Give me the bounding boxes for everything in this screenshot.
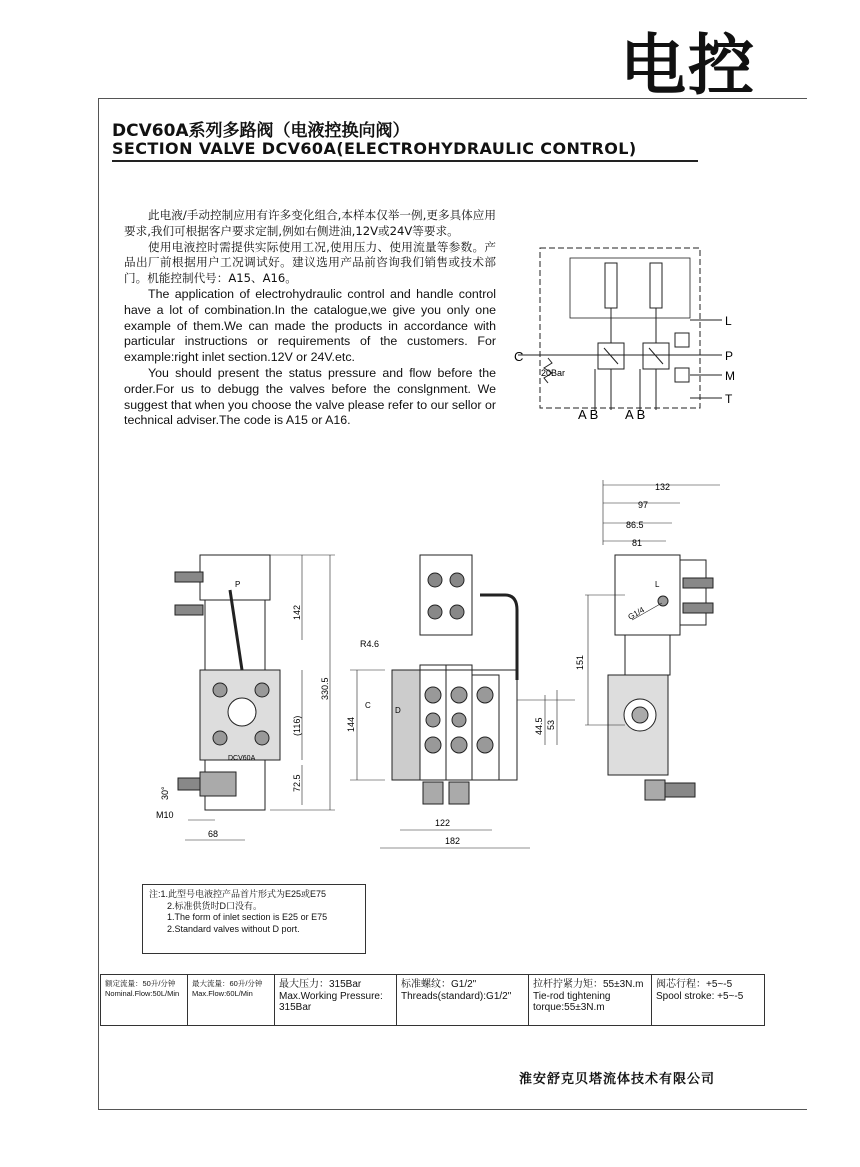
hydraulic-schematic bbox=[510, 238, 750, 424]
schematic-pressure: 20Bar bbox=[541, 368, 566, 378]
dim-m10: M10 bbox=[156, 810, 174, 820]
note-line-2: 2.标准供货时D口没有。 bbox=[167, 900, 263, 911]
dim-330-5: 330.5 bbox=[320, 677, 330, 700]
schematic-port-l: L bbox=[725, 314, 732, 328]
spec-cell-spool-stroke bbox=[652, 975, 764, 1025]
title-zh: DCV60A系列多路阀（电液控换向阀） bbox=[112, 121, 410, 141]
dim-122: 122 bbox=[435, 818, 451, 828]
dim-116: (116) bbox=[292, 715, 302, 736]
schematic-ab-left: A B bbox=[578, 407, 599, 422]
desc-en-1: The application of electrohydraulic control and handle control have a lot of combination.In the catalogue,we give you only one example of them.We can made the products in accordance with particular instructions or requirements of the customers. For example:right inlet section.12V or 24V.etc. bbox=[124, 286, 496, 365]
notes-box bbox=[142, 884, 366, 954]
side-label-l: L bbox=[655, 580, 660, 589]
spec-table bbox=[100, 974, 765, 1026]
schematic-port-t: T bbox=[725, 392, 733, 406]
dim-81: 81 bbox=[632, 538, 643, 548]
schematic-ab-right: A B bbox=[625, 407, 646, 422]
side-view-drawing bbox=[570, 475, 745, 815]
schematic-port-p: P bbox=[725, 349, 734, 363]
spec-en: Tie-rod tightening torque:55±3N.m bbox=[533, 990, 611, 1013]
dim-68: 68 bbox=[208, 829, 219, 839]
dim-182: 182 bbox=[445, 836, 461, 846]
spec-cell-max-pressure bbox=[275, 975, 397, 1025]
spec-zh: 阀芯行程：+5~-5 bbox=[656, 979, 733, 990]
corner-title: 电控 bbox=[620, 27, 756, 104]
title-en: SECTION VALVE DCV60A(ELECTROHYDRAULIC CONTROL) bbox=[112, 139, 637, 158]
spec-en: Nominal.Flow:50L/Min bbox=[105, 989, 180, 998]
schematic-port-c: C bbox=[514, 349, 524, 364]
note-line-3: 1.The form of inlet section is E25 or E75 bbox=[167, 912, 328, 922]
spec-cell-nominal-flow bbox=[101, 975, 188, 1025]
dim-151: 151 bbox=[575, 654, 585, 670]
note-line-1: 注:1.此型号电液控产品首片形式为E25或E75 bbox=[149, 889, 327, 899]
dim-30deg: 30° bbox=[160, 786, 170, 800]
spec-en: Max.Flow:60L/Min bbox=[192, 989, 253, 998]
spec-cell-tie-rod bbox=[529, 975, 652, 1025]
dim-44-5: 44.5 bbox=[534, 717, 544, 735]
desc-en-2: You should present the status pressure and flow before the order.For us to debugg the valves before the conslgnment. We suggest that when you choose the valve please refer to our sellor or technical adviser.The code is A15 or A16. bbox=[124, 365, 496, 428]
dim-r4-6: R4.6 bbox=[360, 639, 380, 649]
schematic-port-m: M bbox=[725, 369, 735, 383]
front-label-d: D bbox=[395, 706, 401, 715]
spec-zh: 最大流量：60升/分钟 bbox=[192, 979, 263, 988]
title-rule bbox=[112, 160, 698, 162]
dim-132: 132 bbox=[655, 482, 671, 492]
spec-zh: 额定流量：50升/分钟 bbox=[105, 979, 176, 988]
spec-cell-threads bbox=[397, 975, 529, 1025]
dim-142: 142 bbox=[292, 604, 302, 620]
left-view-drawing bbox=[150, 540, 340, 850]
dim-72-5: 72.5 bbox=[292, 774, 302, 792]
spec-cell-max-flow bbox=[188, 975, 275, 1025]
left-label-p: P bbox=[235, 580, 241, 589]
spec-en: Spool stroke: +5~-5 bbox=[656, 990, 744, 1002]
spec-en: Threads(standard):G1/2" bbox=[401, 990, 512, 1002]
dim-g1-4: G1/4 bbox=[626, 605, 647, 622]
spec-zh: 拉杆拧紧力矩：55±3N.m bbox=[533, 979, 644, 990]
spec-zh: 标准螺纹：G1/2" bbox=[401, 979, 477, 990]
front-label-c: C bbox=[365, 701, 371, 710]
note-line-4: 2.Standard valves without D port. bbox=[167, 923, 300, 934]
left-label-dcv: DCV60A bbox=[228, 755, 256, 762]
dim-144: 144 bbox=[346, 716, 356, 732]
front-view-drawing bbox=[345, 550, 580, 855]
dim-97: 97 bbox=[638, 500, 649, 510]
dim-86-5: 86.5 bbox=[626, 520, 644, 530]
desc-zh-1: 此电液/手动控制应用有许多变化组合,本样本仅举一例,更多具体应用要求,我们可根据客户要求定制,例如右侧进油,12V或24V等要求。 bbox=[124, 208, 496, 238]
spec-zh: 最大压力：315Bar bbox=[279, 979, 362, 990]
company-name: 淮安舒克贝塔流体技术有限公司 bbox=[519, 1072, 716, 1087]
dim-53: 53 bbox=[546, 719, 556, 730]
spec-en: Max.Working Pressure: 315Bar bbox=[279, 990, 383, 1013]
description bbox=[124, 208, 496, 429]
desc-zh-2: 使用电液控时需提供实际使用工况,使用压力、使用流量等参数。产品出厂前根据用户工况调试好。建议选用产品前咨询我们销售或技术部门。机能控制代号：A15、A16。 bbox=[124, 239, 496, 286]
